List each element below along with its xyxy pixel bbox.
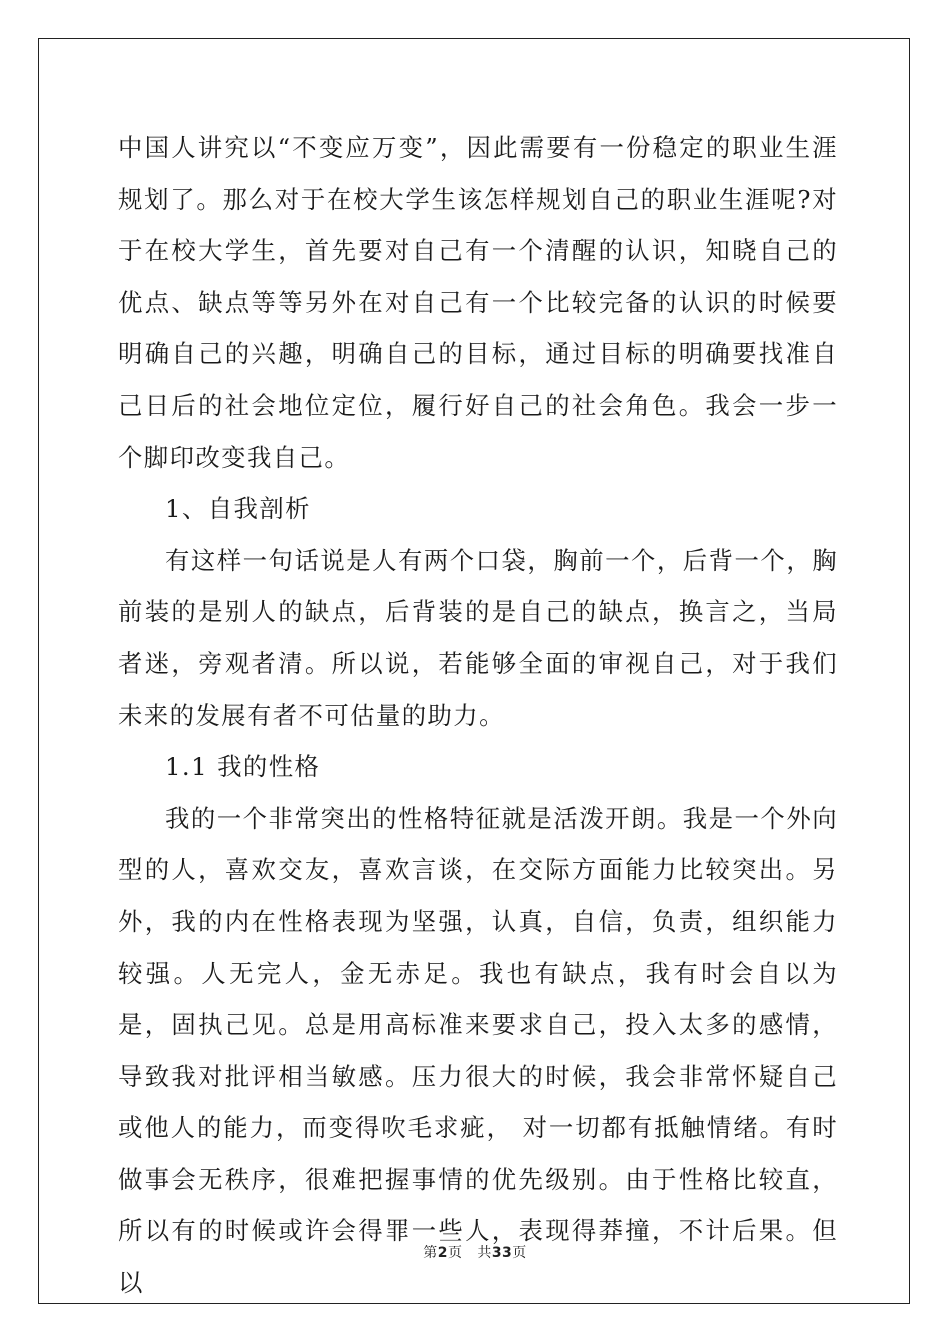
page-prefix: 第: [423, 1245, 438, 1261]
total-pages: 33: [491, 1245, 513, 1261]
subsection-heading-personality: 1.1 我的性格: [165, 752, 321, 782]
document-body: [118, 122, 838, 1309]
section-heading-self-analysis: 1、自我剖析: [165, 494, 311, 524]
page-footer: [0, 1242, 950, 1262]
total-suffix: 页: [512, 1245, 527, 1261]
paragraph-personality: 我的一个非常突出的性格特征就是活泼开朗。我是一个外向型的人，喜欢交友，喜欢言谈，在交际方面能力比较突出。另外，我的内在性格表现为坚强，认真，自信，负责，组织能力较强。人无完人，金无赤足。我也有缺点，我有时会自以为是，固执己见。总是用高标准来要求自己，投入太多的感情，导致我对批评相当敏感。压力很大的时候，我会非常怀疑自己或他人的能力，而变得吹毛求疵， 对一切都有抵触情绪。有时做事会无秩序，很难把握事情的优先级别。由于性格比较直，所以有的时候或许会得罪一些人，表现得莽撞，不计后果。但以: [118, 803, 838, 1298]
total-prefix: 共: [477, 1245, 492, 1261]
page-suffix: 页: [447, 1245, 463, 1261]
page-number: 2: [437, 1245, 448, 1261]
paragraph-intro: 中国人讲究以“不变应万变”，因此需要有一份稳定的职业生涯规划了。那么对于在校大学生该怎样规划自己的职业生涯呢?对于在校大学生，首先要对自己有一个清醒的认识，知晓自己的优点、缺点等等另外在对自己有一个比较完备的认识的时候要明确自己的兴趣，明确自己的目标，通过目标的明确要找准自己日后的社会地位定位，履行好自己的社会角色。我会一步一个脚印改变我自己。: [118, 133, 838, 472]
paragraph-self-analysis: 有这样一句话说是人有两个口袋，胸前一个，后背一个，胸前装的是别人的缺点，后背装的是自己的缺点，换言之，当局者迷，旁观者清。所以说，若能够全面的审视自己，对于我们未来的发展有者不可估量的助力。: [118, 545, 838, 730]
